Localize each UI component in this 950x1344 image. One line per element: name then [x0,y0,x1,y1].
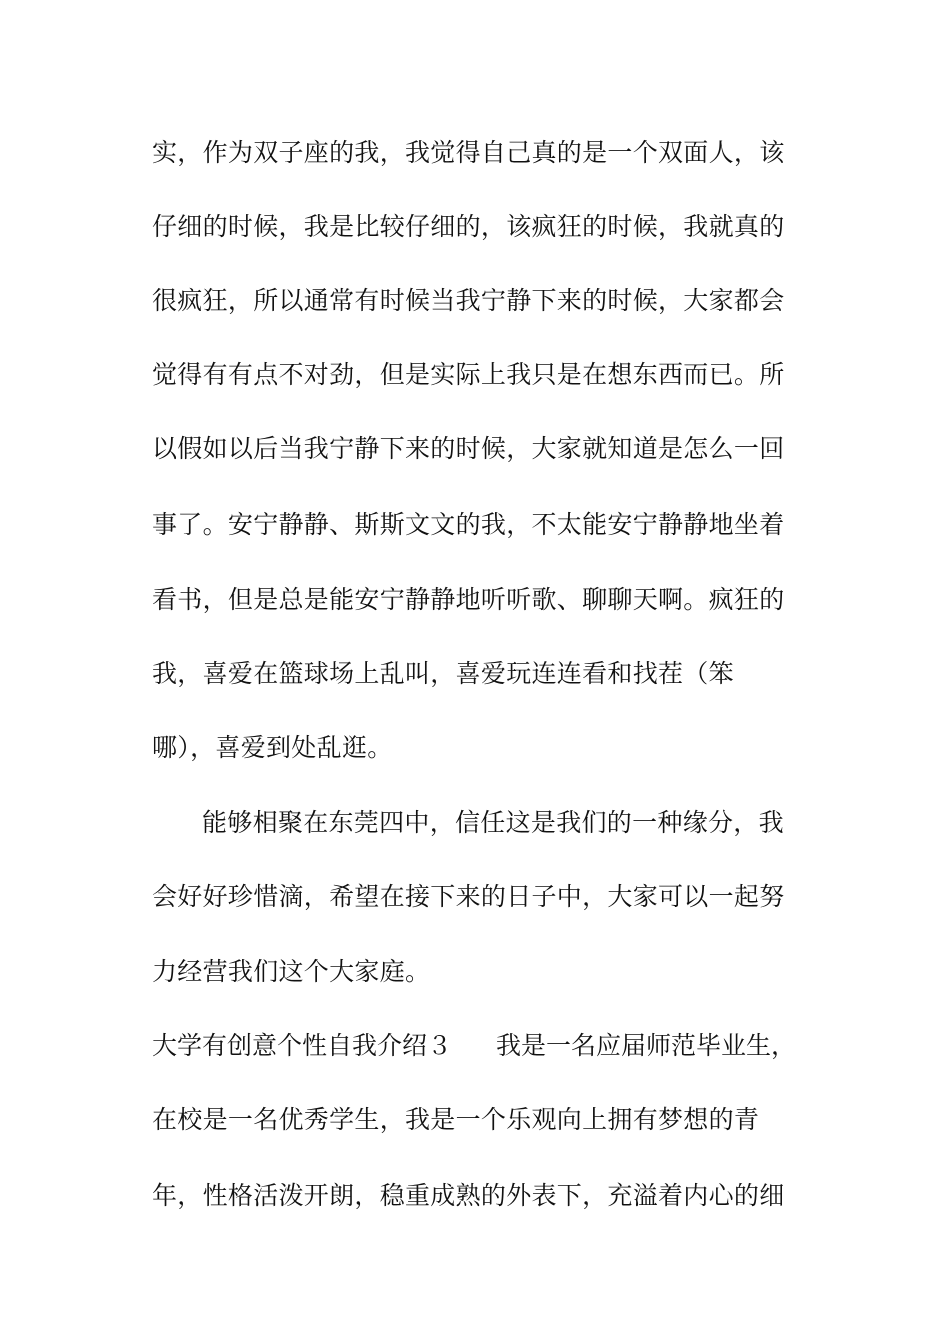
section-heading-row [152,1026,796,1066]
text-line: 在校是一名优秀学生，我是一个乐观向上拥有梦想的青 [152,1105,760,1134]
text-line: 我，喜爱在篮球场上乱叫，喜爱玩连连看和找茬（笨 [152,659,734,688]
text-line: 我是一名应届师范毕业生， [496,1031,797,1060]
text-line: 力经营我们这个大家庭。 [152,957,431,986]
text-line: 会好好珍惜滴，希望在接下来的日子中，大家可以一起努 [152,882,785,911]
text-line: 以假如以后当我宁静下来的时候，大家就知道是怎么一回 [152,434,785,463]
section-heading: 大学有创意个性自我介绍３ [152,1031,453,1060]
text-line: 实，作为双子座的我，我觉得自己真的是一个双面人，该 [152,138,785,167]
text-line: 哪），喜爱到处乱逛。 [152,733,393,762]
text-line: 觉得有有点不对劲，但是实际上我只是在想东西而已。所 [152,360,785,389]
text-line: 事了。安宁静静、斯斯文文的我，不太能安宁静静地坐着 [152,510,785,539]
text-line: 年，性格活泼开朗，稳重成熟的外表下，充溢着内心的细 [152,1181,785,1210]
text-line: 看书，但是总是能安宁静静地听听歌、聊聊天啊。疯狂的 [152,585,785,614]
text-line: 能够相聚在东莞四中，信任这是我们的一种缘分，我 [202,808,784,837]
text-line: 很疯狂，所以通常有时候当我宁静下来的时候，大家都会 [152,286,785,315]
text-line: 仔细的时候，我是比较仔细的，该疯狂的时候，我就真的 [152,212,785,241]
